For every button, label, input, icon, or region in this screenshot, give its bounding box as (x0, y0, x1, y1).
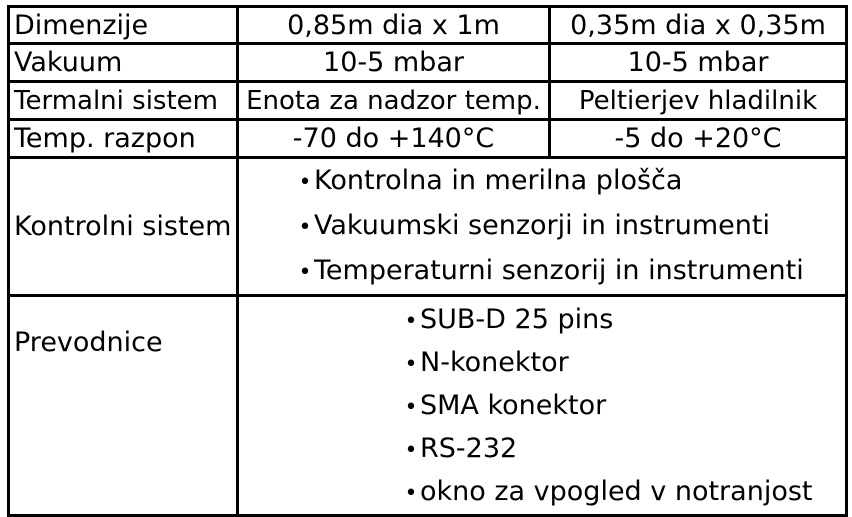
row-label: Dimenzije (9, 7, 238, 44)
table-cell: -5 do +20°C (550, 120, 847, 158)
table-cell: -70 do +140°C (238, 120, 550, 158)
list-item: • SMA konektor (402, 385, 845, 428)
control-system-list (239, 159, 845, 294)
table-cell: Peltierjev hladilnik (550, 82, 847, 120)
table-row (9, 82, 847, 120)
table-cell: Enota za nadzor temp. (238, 82, 550, 120)
table-cell: 10-5 mbar (238, 44, 550, 82)
specifications-table (7, 5, 848, 517)
table-cell: 10-5 mbar (550, 44, 847, 82)
table-row (9, 120, 847, 158)
list-item: • RS-232 (402, 428, 845, 471)
table-row (9, 7, 847, 44)
table-cell: 0,85m dia x 1m (238, 7, 550, 44)
table-row (9, 296, 847, 516)
list-item: • Temperaturni senzorij in instrumenti (296, 249, 845, 294)
list-item: • okno za vpogled v notranjost (402, 471, 845, 514)
row-label: Temp. razpon (9, 120, 238, 158)
list-item: • Vakuumski senzorji in instrumenti (296, 204, 845, 249)
control-system-cell (238, 158, 847, 296)
table-row (9, 44, 847, 82)
connectors-cell (238, 296, 847, 516)
row-label: Kontrolni sistem (9, 158, 238, 296)
row-label: Vakuum (9, 44, 238, 82)
list-item: • SUB-D 25 pins (402, 299, 845, 342)
row-label: Prevodnice (9, 296, 238, 516)
row-label: Termalni sistem (9, 82, 238, 120)
table-row (9, 158, 847, 296)
list-item: • N-konektor (402, 342, 845, 385)
connectors-list (239, 297, 845, 514)
list-item: • Kontrolna in merilna plošča (296, 159, 845, 204)
table-cell: 0,35m dia x 0,35m (550, 7, 847, 44)
